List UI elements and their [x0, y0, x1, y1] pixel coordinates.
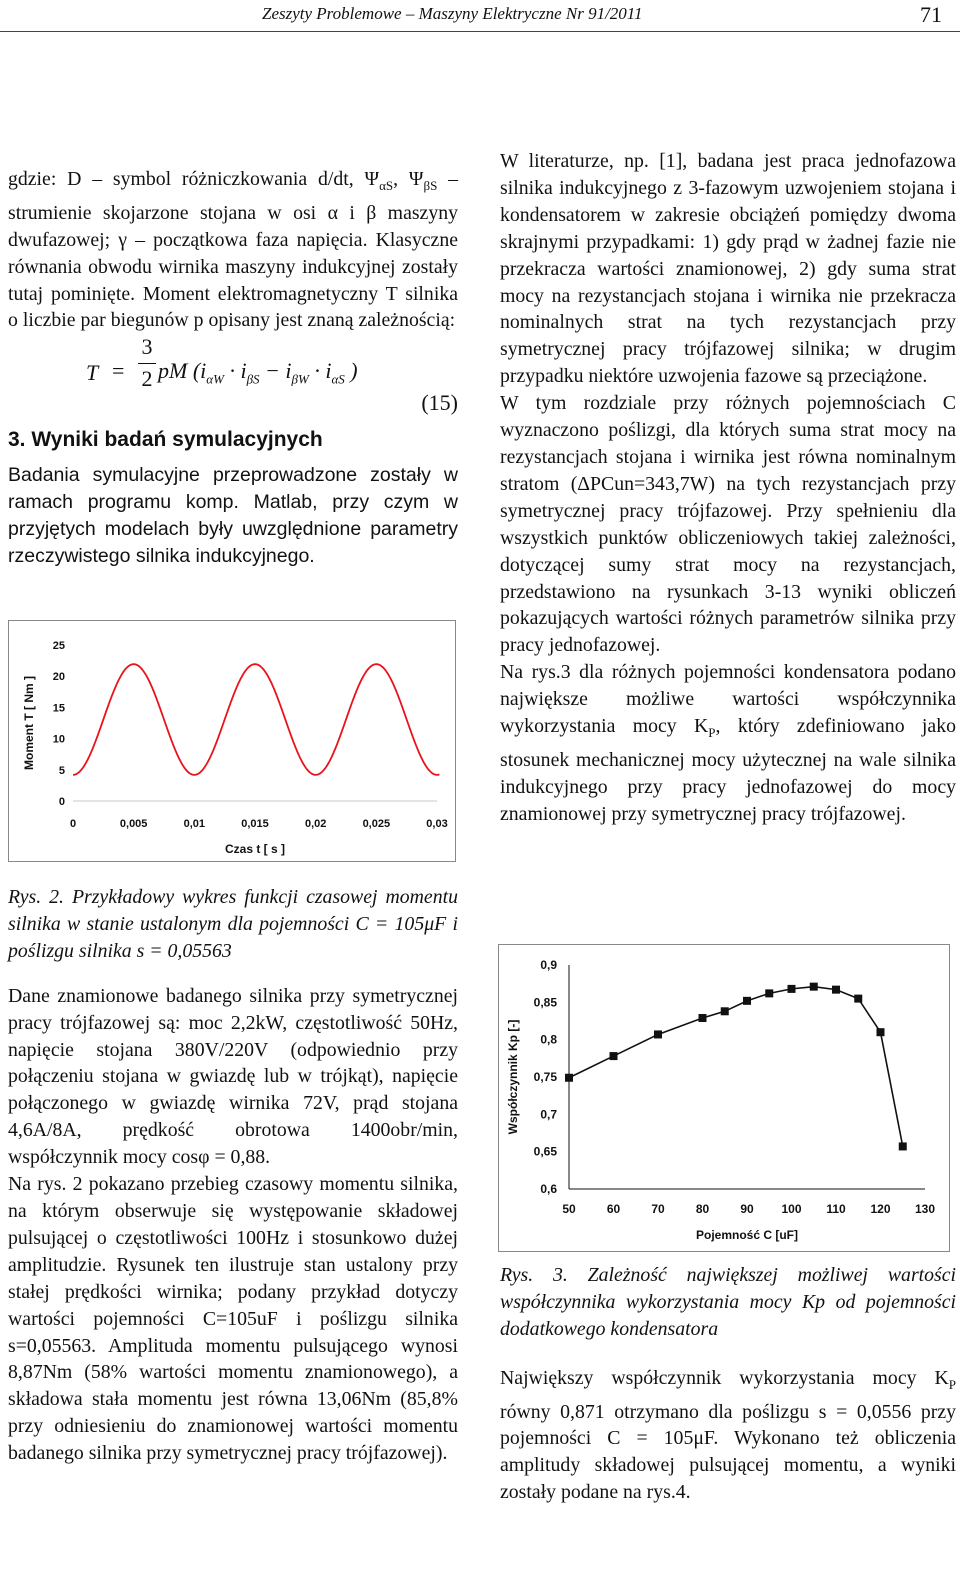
torque-series-line — [73, 664, 439, 775]
y-tick-label: 0,8 — [540, 1032, 557, 1047]
y-tick-label: 20 — [52, 671, 65, 684]
left-column-top — [8, 166, 458, 570]
x-tick-label: 100 — [781, 1202, 802, 1216]
equation-number: (15) — [421, 390, 458, 416]
journal-title: Zeszyty Problemowe – Maszyny Elektryczne Nr 91/2011 — [262, 4, 643, 23]
figure-3-chart — [498, 944, 950, 1252]
y-tick-label: 5 — [58, 764, 65, 777]
page-header — [0, 0, 960, 34]
x-tick-label: 70 — [651, 1202, 665, 1216]
y-tick-label: 0,85 — [533, 995, 557, 1010]
x-tick-label: 50 — [562, 1202, 576, 1216]
paragraph-najwiekszy: Największy współczynnik wykorzystania mocy $K_P$ równy 0,871 otrzymano dla poślizgu s = 0,0556 przy pojemności C = 105μF. Wykonano też obliczenia amplitudy składowej pulsującej momentu, a wyniki zostały podane na rys.4. — [500, 1366, 956, 1504]
kp-data-point — [743, 997, 751, 1005]
y-axis-label: Współczynnik Kp [-] — [506, 1019, 520, 1135]
kp-data-point — [699, 1014, 707, 1022]
kp-data-point — [899, 1142, 907, 1150]
x-tick-label: 0,015 — [241, 818, 269, 830]
header-rule — [0, 31, 960, 32]
y-tick-label: 25 — [52, 640, 65, 652]
y-tick-label: 0,6 — [540, 1182, 557, 1196]
x-tick-label: 120 — [870, 1202, 891, 1216]
x-tick-label: 0,03 — [426, 818, 448, 830]
left-column-bottom — [8, 884, 458, 1467]
paragraph-dane: Dane znamionowe badanego silnika przy symetrycznej pracy trójfazowej są: moc 2,2kW, częstotliwość 50Hz, napięcie stojana 380V/220V (odpowiednio przy połączeniu stojana w gwiazdę lub w trójkąt), napięcie połączonego w gwiazdę wirnika 72V, prąd stojana 4,6A/8A, prędkość obrotowa 1400obr/min, współczynnik mocy cosφ = 0,88. — [8, 984, 458, 1169]
x-tick-label: 0 — [69, 818, 77, 830]
kp-data-point — [610, 1052, 618, 1060]
kp-series-line — [569, 987, 903, 1147]
torque-time-chart-svg — [9, 621, 455, 861]
figure-2-chart — [8, 620, 456, 862]
equation-15: T = 3 2 pM ($i_{\alpha W} \cdot i_{\beta S} - i_{\beta W} \cdot i_{\alpha S}$ ) (15) — [86, 334, 458, 416]
equation-body: pM ($i_{\alpha W} \cdot i_{\beta S} - i_{\beta W} \cdot i_{\alpha S}$ ) — [158, 358, 358, 387]
paragraph-rys3: Na rys.3 dla różnych pojemności kondensatora podano największe możliwe wartości współczynnika wykorzystania mocy $K_P$, który zdefiniowano jako stosunek mechanicznej mocy użytecznej na wale silnika indukcyjnego przy pracy jednofazowej do mocy znamionowej przy symetrycznej pracy trójfazowej. — [500, 661, 956, 825]
kp-data-point — [854, 995, 862, 1003]
kp-data-point — [877, 1028, 885, 1036]
y-tick-label: 15 — [52, 702, 65, 715]
figure-2-caption: Rys. 2. Przykładowy wykres funkcji czasowej momentu silnika w stanie ustalonym dla pojemności C = 105μF i poślizgu silnika s = 0,05563 — [8, 886, 458, 962]
kp-capacitance-chart-svg — [499, 945, 949, 1251]
y-tick-label: 0,7 — [540, 1107, 557, 1122]
x-tick-label: 0,02 — [304, 818, 327, 830]
kp-data-point — [810, 983, 818, 991]
paragraph-na-rys: Na rys. 2 pokazano przebieg czasowy momentu silnika, na którym obserwuje się występowanie składowej pulsującej o częstotliwości 100Hz i stosunkowo dużej amplitudzie. Rysunek ten ilustruje stan ustalony przy stałej prędkości wirnika; podany przykład dotyczy wartości pojemności C=105uF i poślizgu silnika s=0,05563. Amplituda momentu pulsującego wynosi 8,87Nm (58% wartości momentu znamionowego), a składowa stała momentu jest równa 13,06Nm (85,8% przy odniesieniu do znamionowej wartości momentu badanego silnika przy symetrycznej pracy trójfazowej). — [8, 1173, 458, 1465]
y-tick-label: 0,9 — [540, 958, 557, 972]
paragraph-literatura: W literaturze, np. [1], badana jest praca jednofazowa silnika indukcyjnego z 3-fazowym uzwojeniem stojana i kondensatorem w zakresie obciążeń pomiędzy dwoma skrajnymi przypadkami: 1) gdy prąd w żadnej fazie nie przekracza wartości znamionowej, 2) gdy suma strat mocy na rezystancjach stojana i wirnika nie przekracza nominalnych strat na tych rezystancjach przy symetrycznej pracy trójfazowej silnika; w drugim przypadku niektóre uzwojenia fazowe są przeciążone. — [500, 150, 956, 388]
kp-data-point — [654, 1030, 662, 1038]
kp-data-point — [565, 1074, 573, 1082]
x-tick-label: 60 — [606, 1202, 621, 1216]
kp-data-point — [788, 985, 796, 993]
kp-data-point — [721, 1007, 729, 1015]
y-tick-label: 0,65 — [533, 1144, 557, 1159]
y-axis-label: Moment T [ Nm ] — [22, 676, 36, 770]
y-tick-label: 10 — [52, 733, 65, 746]
page-number: 71 — [920, 2, 942, 27]
intro-paragraph: gdzie: D – symbol różniczkowania d/dt, $\Psi_{\alpha S}$, $\Psi_{\beta S}$ – strumienie skojarzone stojana w osi α i β maszyny dwufazowej; γ – początkowa faza napięcia. Klasyczne równania obwodu wirnika maszyny indukcyjnej zostały tutaj pominięte. Moment elektromagnetyczny T silnika o liczbie par biegunów p opisany jest znaną zależnością: — [8, 168, 458, 332]
equation-fraction: 3 2 — [138, 334, 156, 393]
x-tick-label: 0,005 — [119, 818, 148, 830]
paragraph-rozdzial: W tym rozdziale przy różnych pojemnościach C wyznaczono poślizgi, dla których suma strat mocy na rezystancjach stojana i wirnika jest równa nominalnym stratom (ΔPCun=343,7W) na tych rezystancjach przy symetrycznej pracy trójfazowej. Przy spełnieniu dla wszystkich punktów obliczeniowych takiej zależności, dotyczącej sumy strat mocy na rezystancjach, przedstawiono na rysunkach 3-13 wyniki obliczeń pokazujących wartości różnych parametrów silnika przy pracy jednofazowej. — [500, 392, 956, 657]
x-axis-label: Czas t [ s ] — [224, 842, 286, 856]
x-tick-label: 0,025 — [362, 818, 391, 830]
x-axis-label: Pojemność C [uF] — [695, 1228, 799, 1242]
x-tick-label: 130 — [914, 1202, 936, 1216]
x-tick-label: 110 — [826, 1202, 846, 1216]
x-tick-label: 80 — [695, 1202, 710, 1216]
right-column-bottom — [500, 1262, 956, 1506]
kp-data-point — [832, 986, 840, 994]
y-tick-label: 0,75 — [533, 1070, 557, 1084]
y-tick-label: 0 — [58, 796, 65, 808]
x-tick-label: 0,01 — [183, 818, 206, 830]
section-heading: 3. Wyniki badań symulacyjnych — [8, 428, 323, 452]
right-column-top — [500, 148, 956, 828]
section-paragraph: Badania symulacyjne przeprowadzone zostały w ramach programu komp. Matlab, przy czym w przyjętych modelach były uwzględnione parametry rzeczywistego silnika indukcyjnego. — [8, 464, 458, 567]
kp-data-point — [765, 989, 773, 997]
x-tick-label: 90 — [740, 1202, 754, 1216]
figure-3-caption: Rys. 3. Zależność największej możliwej wartości współczynnika wykorzystania mocy Kp od pojemności dodatkowego kondensatora — [500, 1264, 956, 1340]
